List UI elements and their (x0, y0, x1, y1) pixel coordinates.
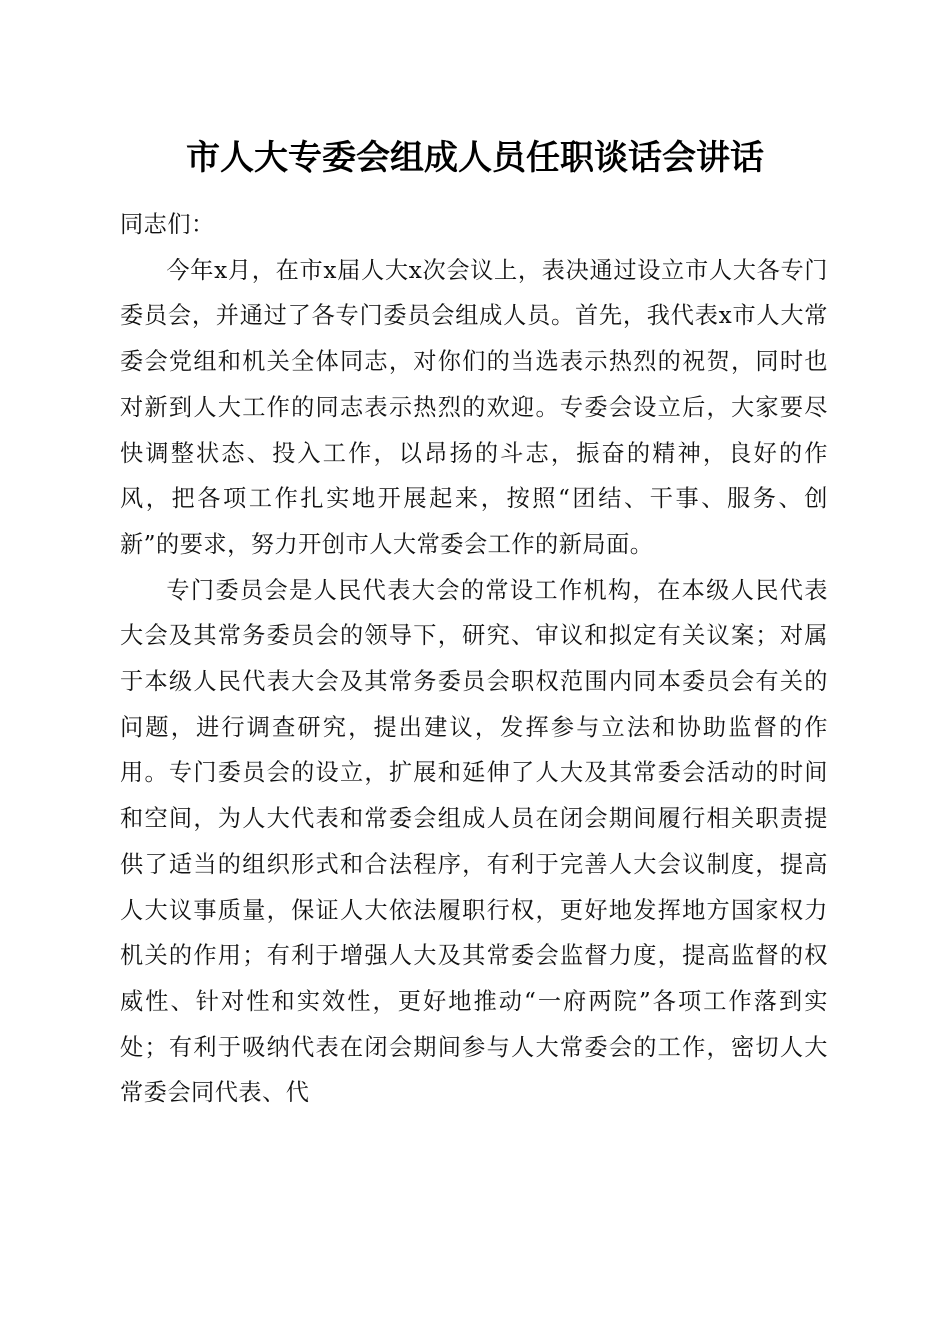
document-body (120, 202, 828, 1116)
paragraph-1: 今年x月，在市x届人大x次会议上，表决通过设立市人大各专门委员会，并通过了各专门委员会组成人员。首先，我代表x市人大常委会党组和机关全体同志，对你们的当选表示热烈的祝贺，同时也对新到人大工作的同志表示热烈的欢迎。专委会设立后，大家要尽快调整状态、投入工作，以昂扬的斗志，振奋的精神，良好的作风，把各项工作扎实地开展起来，按照“团结、干事、服务、创新”的要求，努力开创市人大常委会工作的新局面。 (120, 256, 828, 558)
paragraph-2: 专门委员会是人民代表大会的常设工作机构，在本级人民代表大会及其常务委员会的领导下，研究、审议和拟定有关议案；对属于本级人民代表大会及其常务委员会职权范围内同本委员会有关的问题，进行调查研究，提出建议，发挥参与立法和协助监督的作用。专门委员会的设立，扩展和延伸了人大及其常委会活动的时间和空间，为人大代表和常委会组成人员在闭会期间履行相关职责提供了适当的组织形式和合法程序，有利于完善人大会议制度，提高人大议事质量，保证人大依法履职行权，更好地发挥地方国家权力机关的作用；有利于增强人大及其常委会监督力度，提高监督的权威性、针对性和实效性，更好地推动“一府两院”各项工作落到实处；有利于吸纳代表在闭会期间参与人大常委会的工作，密切人大常委会同代表、代 (120, 576, 828, 1107)
document-title: 市人大专委会组成人员任职谈话会讲话 (186, 138, 764, 178)
salutation: 同志们： (120, 211, 215, 238)
